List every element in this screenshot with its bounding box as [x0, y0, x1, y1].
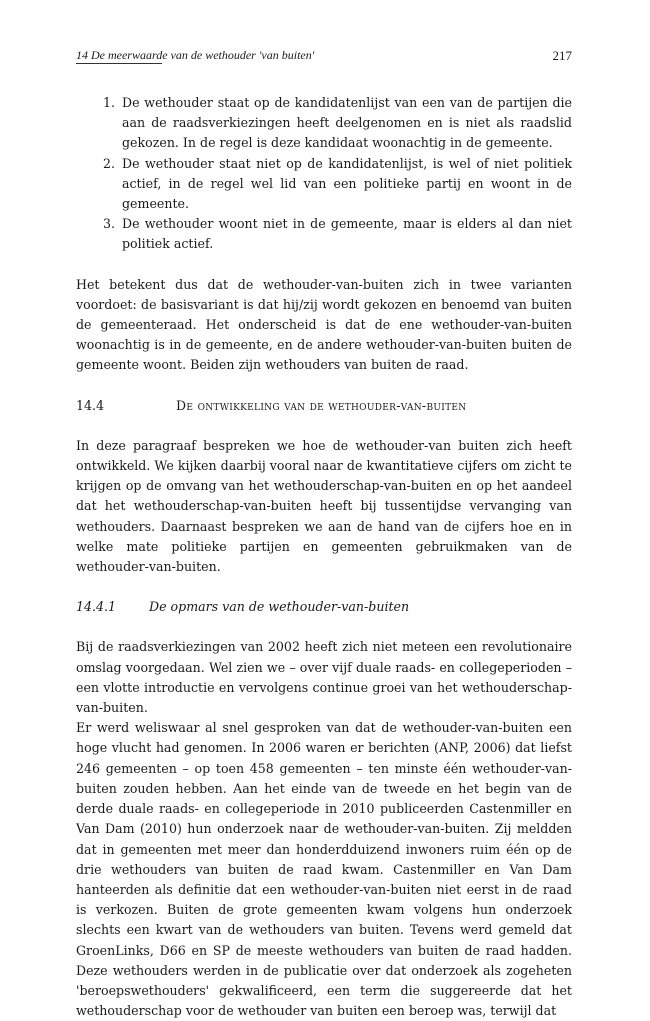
- running-header: [76, 48, 572, 68]
- subsection-number: 14.4.1: [76, 599, 117, 615]
- section-number: 14.4: [76, 397, 105, 413]
- list-item: 3. De wethouder woont niet in de gemeente, maar is elders al dan niet politiek actief.: [119, 214, 572, 254]
- numbered-list: [76, 93, 572, 255]
- page-number: 217: [552, 48, 572, 63]
- chapter-title: 14 De meerwaarde van de wethouder 'van buiten': [76, 48, 315, 62]
- subsection-heading: [76, 597, 572, 617]
- page-body: [76, 93, 572, 1021]
- paragraph: Er werd weliswaar al snel gesproken van dat de wethouder-van-buiten een hoge vlucht had genomen. In 2006 waren er berichten (ANP, 2006) dat liefst 246 gemeenten – op toen 458 gemeenten – ten minste één wethouder-van-buiten zouden hebben. Aan het einde van de tweede en het begin van de derde duale raads- en collegeperiode in 2010 publiceerden Castenmiller en Van Dam (2010) hun onderzoek naar de wethouder-van-buiten. Zij meldden dat in gemeenten met meer dan honderdduizend inwoners ruim één op de drie wethouders van buiten de raad kwam. Castenmiller en Van Dam hanteerden als definitie dat een wethouder-van-buiten niet eerst in de raad is verkozen. Buiten de grote gemeenten kwam volgens hun onderzoek slechts een kwart van de wethouders van buiten. Tevens werd gemeld dat GroenLinks, D66 en SP de meeste wethouders van buiten de raad hadden. Deze wethouders werden in de publicatie over dat onderzoek als zogeheten 'beroepswethouders' gekwalificeerd, een term die suggereerde dat het wethouderschap voor de wethouder van buiten een beroep was, terwijl dat: [76, 720, 572, 1019]
- list-item: 1. De wethouder staat op de kandidatenlijst van een van de partijen die aan de raadsverkiezingen heeft deelgenomen en is niet als raadslid gekozen. In de regel is deze kandidaat woonachtig in de gemeente.: [119, 93, 572, 154]
- header-rule: [76, 63, 162, 64]
- section-heading: [76, 396, 572, 416]
- section-title: De ontwikkeling van de wethouder-van-buiten: [176, 397, 467, 413]
- paragraph: Bij de raadsverkiezingen van 2002 heeft zich niet meteen een revolutionaire omslag voorgedaan. Wel zien we – over vijf duale raads- en collegeperioden – een vlotte introductie en vervolgens continue groei van het wethouderschap-van-buiten.: [76, 639, 572, 716]
- paragraph: Het betekent dus dat de wethouder-van-buiten zich in twee varianten voordoet: de basisvariant is dat hij/zij wordt gekozen en benoemd van buiten de gemeenteraad. Het onderscheid is dat de ene wethouder-van-buiten woonachtig is in de gemeente, en de andere wethouder-van-buiten buiten de gemeente woont. Beiden zijn wethouders van buiten de raad.: [76, 276, 572, 373]
- list-item: 2. De wethouder staat niet op de kandidatenlijst, is wel of niet politiek actief, in de regel wel lid van een politieke partij en woont in de gemeente.: [119, 154, 572, 215]
- paragraph: In deze paragraaf bespreken we hoe de wethouder-van buiten zich heeft ontwikkeld. We kijken daarbij vooral naar de kwantitatieve cijfers om zicht te krijgen op de omvang van het wethouderschap-van-buiten en op het aandeel dat het wethouderschap-van-buiten heeft bij tussentijdse vervanging van wethouders. Daarnaast bespreken we aan de hand van de cijfers hoe en in welke mate politieke partijen en gemeenten gebruikmaken van de wethouder-van-buiten.: [76, 437, 572, 575]
- subsection-title: De opmars van de wethouder-van-buiten: [149, 599, 410, 615]
